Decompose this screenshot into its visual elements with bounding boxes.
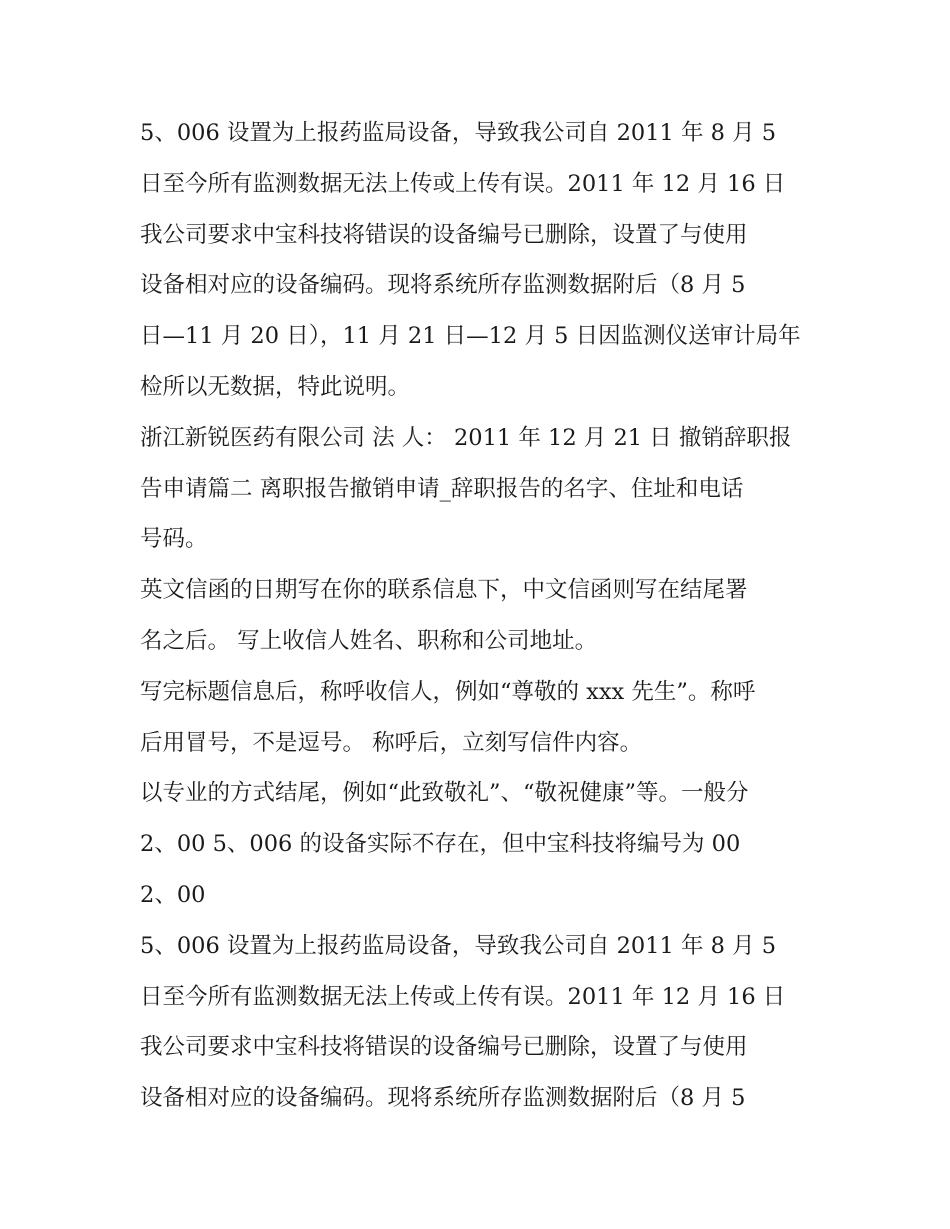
text-line-10: 英文信函的日期写在你的联系信息下，中文信函则写在结尾署 bbox=[140, 577, 748, 604]
text-line-7: 浙江新锐医药有限公司 法 人： 2011 年 12 月 21 日 撤销辞职报 bbox=[140, 424, 792, 451]
text-line-17: 5、006 设置为上报药监局设备，导致我公司自 2011 年 8 月 5 bbox=[140, 932, 777, 959]
text-line-11: 名之后。 写上收信人姓名、职称和公司地址。 bbox=[140, 627, 598, 654]
text-line-3: 我公司要求中宝科技将错误的设备编号已删除，设置了与使用 bbox=[140, 221, 748, 248]
text-line-1: 5、006 设置为上报药监局设备，导致我公司自 2011 年 8 月 5 bbox=[140, 120, 777, 146]
text-line-13: 后用冒号，不是逗号。 称呼后，立刻写信件内容。 bbox=[140, 729, 643, 756]
text-line-2: 日至今所有监测数据无法上传或上传有误。2011 年 12 月 16 日 bbox=[140, 170, 786, 197]
text-line-5: 日—11 月 20 日），11 月 21 日—12 月 5 日因监测仪送审计局年 bbox=[140, 323, 801, 350]
text-line-8: 告申请篇二 离职报告撤销申请_辞职报告的名字、住址和电话 bbox=[140, 475, 744, 502]
text-line-18: 日至今所有监测数据无法上传或上传有误。2011 年 12 月 16 日 bbox=[140, 983, 786, 1010]
text-line-6: 检所以无数据，特此说明。 bbox=[140, 373, 411, 400]
text-line-9: 号码。 bbox=[140, 526, 208, 553]
text-line-20: 设备相对应的设备编码。现将系统所存监测数据附后（8 月 5 bbox=[140, 1085, 746, 1112]
text-line-12: 写完标题信息后，称呼收信人，例如“尊敬的 xxx 先生”。称呼 bbox=[140, 678, 756, 705]
document-body bbox=[140, 108, 830, 1124]
text-line-4: 设备相对应的设备编码。现将系统所存监测数据附后（8 月 5 bbox=[140, 272, 746, 299]
text-line-14: 以专业的方式结尾，例如“此致敬礼”、“敬祝健康”等。一般分 bbox=[140, 780, 749, 807]
text-line-16: 2、00 bbox=[140, 881, 206, 908]
text-line-19: 我公司要求中宝科技将错误的设备编号已删除，设置了与使用 bbox=[140, 1034, 748, 1061]
text-line-15: 2、00 5、006 的设备实际不存在，但中宝科技将编号为 00 bbox=[140, 831, 741, 858]
